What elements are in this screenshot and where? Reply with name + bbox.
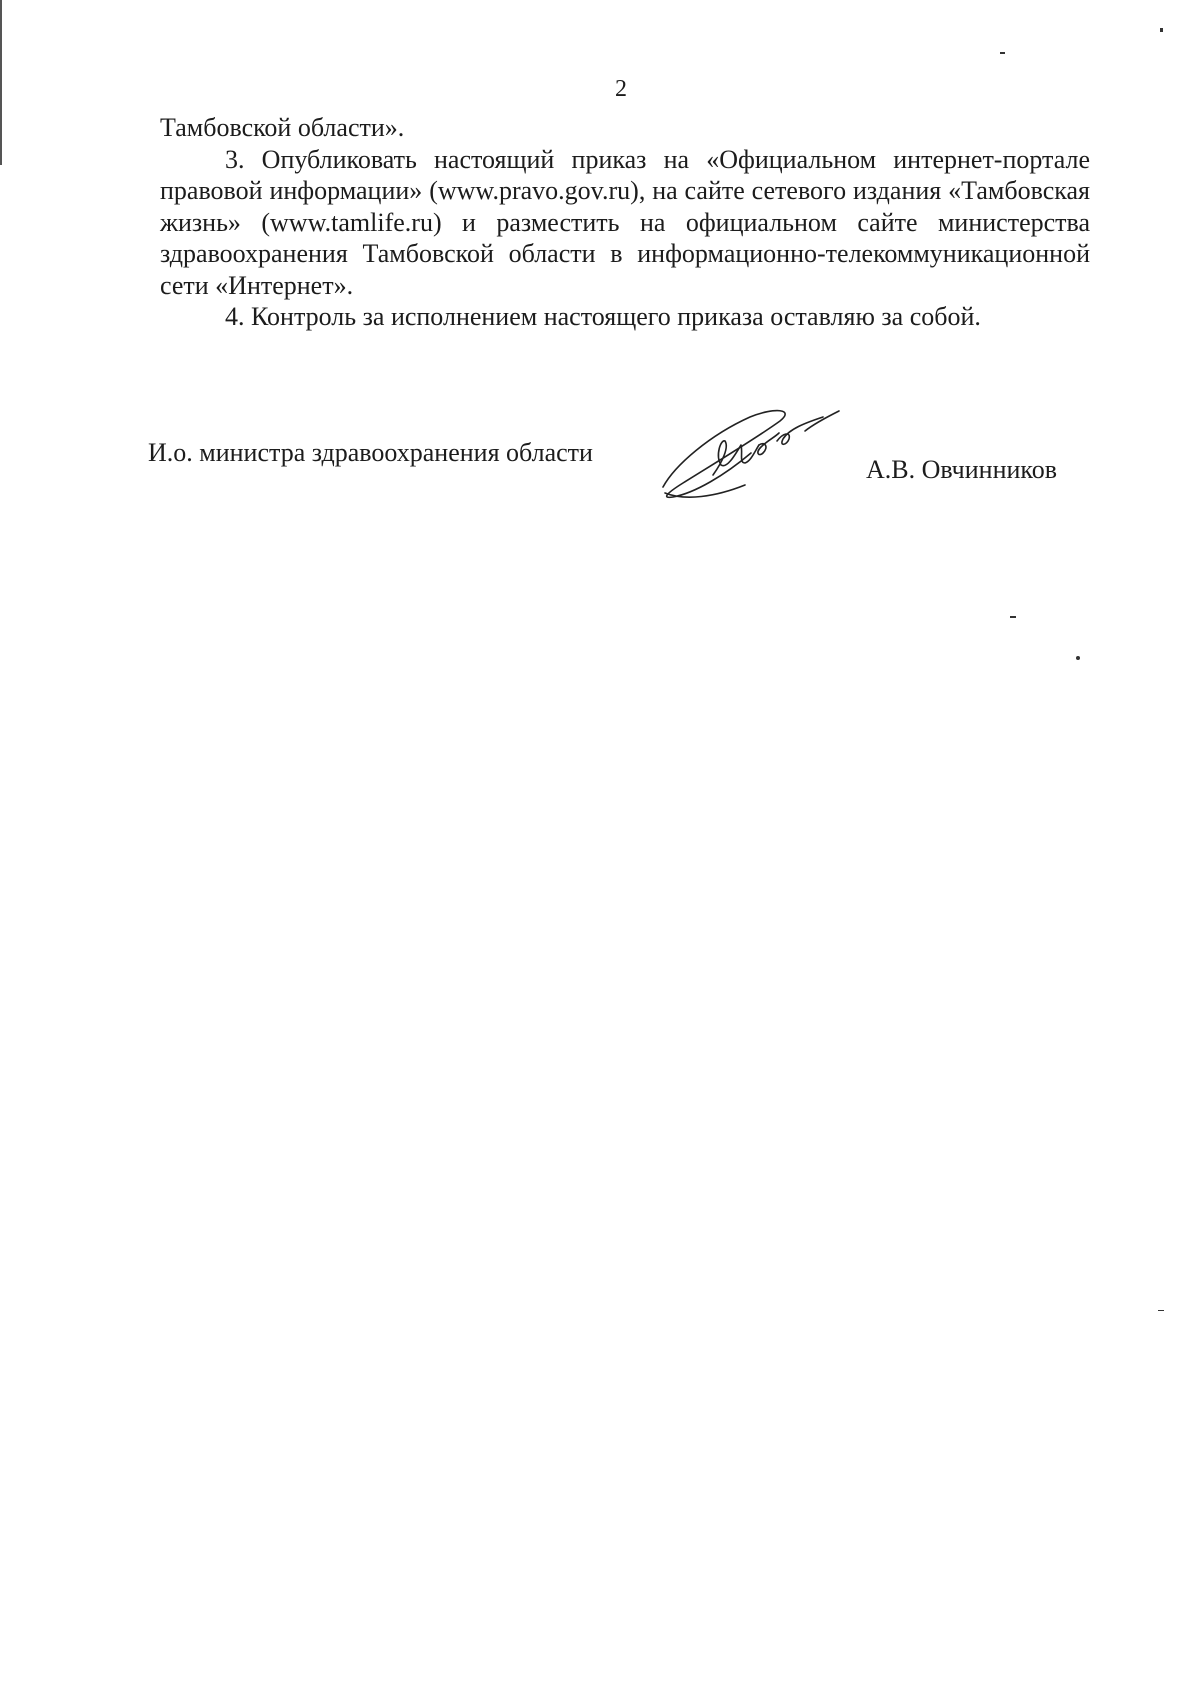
signatory-position: И.о. министра здравоохранения области xyxy=(148,438,593,467)
scan-dot-artifact xyxy=(1000,52,1005,54)
scan-dot-artifact xyxy=(1076,656,1080,660)
paragraph-item-3: 3. Опубликовать настоящий приказ на «Официальном интернет-портале правовой информации» (www.pravo.gov.ru), на сайте сетевого издания «Тамбовская жизнь» (www.tamlife.ru) и разместить на официальном сайте министерства здравоохранения Тамбовской области в информационно-телекоммуникационной сети «Интернет». xyxy=(160,144,1090,300)
paragraph-continuation: Тамбовской области». xyxy=(160,113,405,142)
document-body xyxy=(160,112,1090,333)
scan-dot-artifact xyxy=(1010,616,1016,618)
handwritten-signature xyxy=(655,405,845,505)
signatory-name: А.В. Овчинников xyxy=(866,455,1058,484)
page-number: 2 xyxy=(615,76,627,102)
scan-dot-artifact xyxy=(1160,28,1163,32)
paragraph-item-4: 4. Контроль за исполнением настоящего приказа оставляю за собой. xyxy=(225,302,981,331)
scan-dot-artifact xyxy=(1158,1310,1164,1311)
scan-edge-artifact xyxy=(0,0,2,165)
